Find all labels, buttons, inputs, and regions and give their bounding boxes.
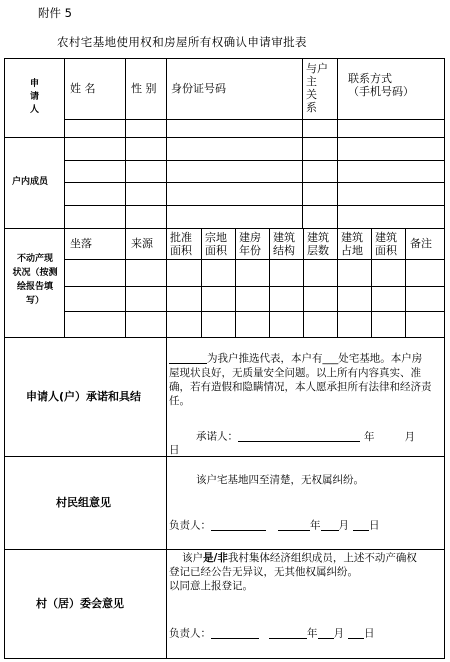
col-floors: 建筑 层数 [307, 231, 329, 257]
form-title: 农村宅基地使用权和房屋所有权确认申请审批表 [57, 35, 307, 49]
group-opinion: 该户宅基地四至清楚，无权属纠纷。 [196, 474, 364, 486]
col-footprint: 建筑 占地 [341, 231, 363, 257]
property-label: 不动产现 状况（按测 绘报告填 写） [12, 254, 58, 306]
commitment-signature-blank[interactable] [238, 430, 360, 442]
household-label: 户内成员 [12, 177, 49, 187]
committee-day-blank[interactable] [348, 627, 364, 639]
committee-opinion-line1: 该户是/非我村集体经济组织成员，上述不动产确权 [182, 552, 417, 564]
committee-opinion-line3: 以同意上报登记。 [169, 580, 253, 592]
commitment-label: 申请人(户）承诺和具结 [26, 390, 142, 403]
col-id-number: 身份证号码 [171, 82, 226, 95]
commitment-day: 日 [169, 444, 180, 456]
col-location: 坐落 [70, 237, 92, 250]
group-label: 村民组意见 [56, 496, 111, 509]
commitment-sign-row: 承诺人： 年 月 [196, 430, 415, 443]
col-approved-area: 批准 面积 [170, 231, 192, 257]
committee-label: 村（居）委会意见 [36, 597, 124, 610]
col-remarks: 备注 [410, 237, 432, 250]
commitment-line1: 为我户推选代表，本户有___处宅基地。本户房 [169, 352, 422, 364]
col-floor-area: 建筑 面积 [375, 231, 397, 257]
committee-month-blank[interactable] [318, 627, 334, 639]
commitment-body: 屋现状良好，无质量安全问题。以上所有内容真实、准确，若有造假和隐瞒情况，本人愿承担所有法律和经济责任。 [169, 367, 432, 407]
group-day-blank[interactable] [353, 519, 369, 531]
col-gender: 性 别 [131, 82, 157, 95]
col-contact: 联系方式 （手机号码） [348, 72, 414, 98]
group-signature-blank[interactable] [211, 519, 266, 531]
attachment-label: 附件 5 [38, 6, 72, 20]
col-relation: 与户 主 关 系 [306, 62, 328, 114]
group-year-blank[interactable] [278, 519, 310, 531]
committee-signature-blank[interactable] [211, 627, 259, 639]
applicant-label: 申 请 人 [30, 79, 40, 115]
group-month-blank[interactable] [321, 519, 339, 531]
committee-opinion-line2: 登记已经公告无异议，无其他权属纠纷。 [169, 566, 358, 578]
group-sign-row: 负责人： 年 月 日 [169, 519, 380, 532]
committee-year-blank[interactable] [269, 627, 307, 639]
representative-blank[interactable] [169, 352, 207, 364]
col-plot-area: 宗地 面积 [205, 231, 227, 257]
committee-sign-row: 负责人： 年 月 日 [169, 627, 375, 640]
col-build-year: 建房 年份 [239, 231, 261, 257]
col-structure: 建筑 结构 [273, 231, 295, 257]
col-name: 姓 名 [70, 82, 96, 95]
col-source: 来源 [131, 237, 153, 250]
